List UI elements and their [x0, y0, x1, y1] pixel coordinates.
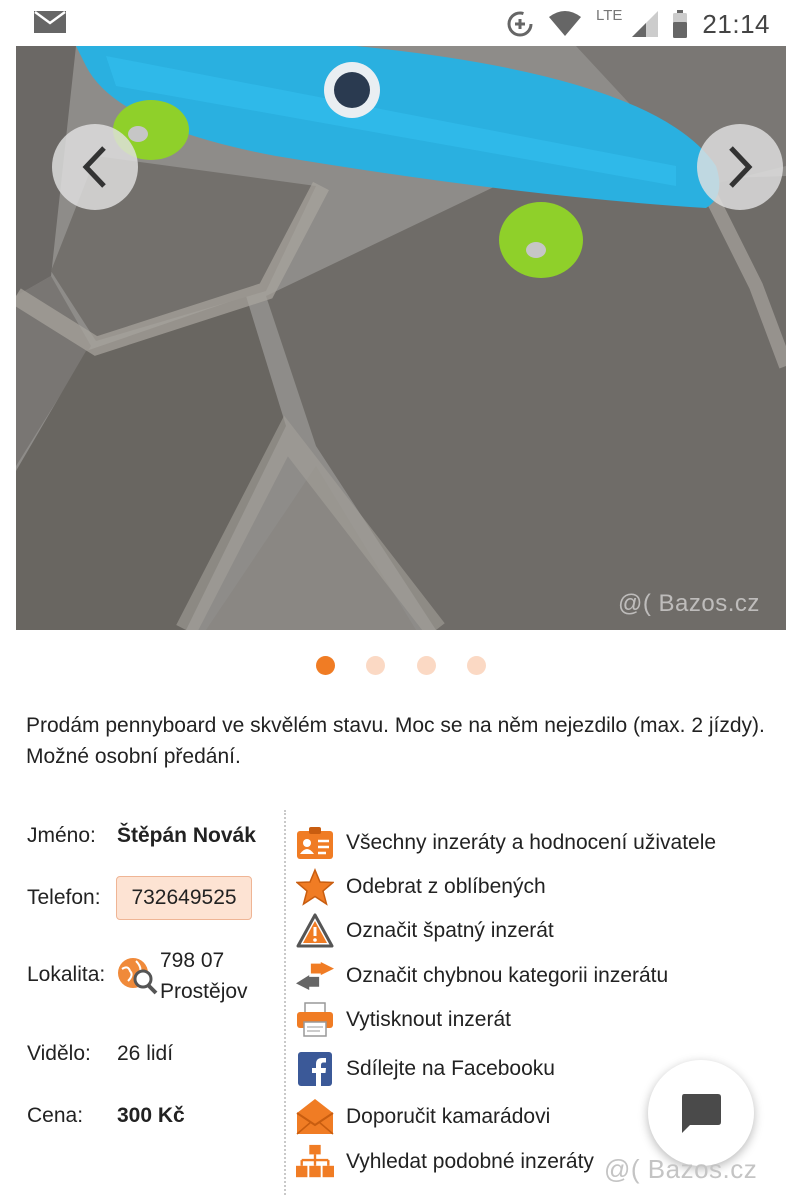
- location-search-icon[interactable]: [116, 955, 158, 995]
- sitemap-icon: [296, 1143, 334, 1181]
- action-label: Doporučit kamarádovi: [346, 1105, 551, 1128]
- chevron-left-icon: [80, 144, 110, 190]
- swap-arrows-icon: [296, 957, 334, 995]
- star-icon: [296, 868, 334, 906]
- location-label: Lokalita:: [27, 963, 106, 986]
- envelope-icon: [296, 1098, 334, 1136]
- remove-favorite-link[interactable]: [296, 867, 546, 907]
- user-card-icon: [296, 824, 334, 862]
- report-wrong-category-link[interactable]: [296, 956, 668, 996]
- facebook-icon: [296, 1050, 334, 1088]
- listing-photo[interactable]: [16, 46, 786, 630]
- action-label: Vytisknout inzerát: [346, 1008, 511, 1031]
- similar-listings-link[interactable]: [296, 1142, 594, 1182]
- action-label: Označit chybnou kategorii inzerátu: [346, 964, 669, 987]
- data-saver-icon: [506, 10, 534, 38]
- phone-label: Telefon:: [27, 886, 101, 909]
- previous-image-button[interactable]: [52, 124, 138, 210]
- pagination-dot-1[interactable]: [316, 656, 335, 675]
- signal-icon: [630, 11, 658, 37]
- mail-notification-icon: [34, 11, 66, 33]
- pagination-dot-3[interactable]: [417, 656, 436, 675]
- action-label: Označit špatný inzerát: [346, 919, 554, 942]
- phone-number-button[interactable]: 732649525: [116, 876, 252, 920]
- warning-icon: [296, 912, 334, 950]
- price-value: 300 Kč: [117, 1104, 185, 1127]
- views-count: 26 lidí: [117, 1042, 174, 1065]
- share-facebook-link[interactable]: [296, 1049, 555, 1089]
- network-type: LTE: [596, 6, 623, 24]
- pennyboard-photo: [16, 46, 786, 630]
- location-zip: 798 07: [160, 949, 225, 972]
- clock: 21:14: [702, 8, 770, 39]
- chat-button[interactable]: [648, 1060, 754, 1166]
- chevron-right-icon: [725, 144, 755, 190]
- action-label: Všechny inzeráty a hodnocení uživatele: [346, 831, 717, 854]
- location-city: Prostějov: [160, 980, 248, 1003]
- footer-watermark: @( Bazos.cz: [604, 1154, 758, 1184]
- listing-description: Prodám pennyboard ve skvělém stavu. Moc se na něm nejezdilo (max. 2 jízdy). Možné osobní předání.: [26, 714, 765, 768]
- price-label: Cena:: [27, 1104, 84, 1127]
- photo-watermark: @( Bazos.cz: [618, 590, 760, 617]
- column-divider: [284, 810, 286, 1195]
- views-label: Vidělo:: [27, 1042, 91, 1065]
- name-label: Jméno:: [27, 824, 96, 847]
- status-bar: [0, 0, 800, 48]
- all-user-listings-link[interactable]: [296, 823, 716, 863]
- battery-icon: [672, 10, 688, 38]
- pagination-dot-2[interactable]: [366, 656, 385, 675]
- report-listing-link[interactable]: [296, 911, 554, 951]
- print-listing-link[interactable]: [296, 1000, 511, 1040]
- seller-name: Štěpán Novák: [117, 824, 256, 847]
- action-label: Vyhledat podobné inzeráty: [346, 1150, 594, 1173]
- chat-bubble-icon: [680, 1092, 722, 1134]
- recommend-friend-link[interactable]: [296, 1097, 550, 1137]
- next-image-button[interactable]: [697, 124, 783, 210]
- pagination-dot-4[interactable]: [467, 656, 486, 675]
- action-label: Sdílejte na Facebooku: [346, 1057, 555, 1080]
- action-label: Odebrat z oblíbených: [346, 875, 546, 898]
- printer-icon: [296, 1001, 334, 1039]
- gallery-pagination: [0, 656, 800, 676]
- wifi-icon: [548, 11, 582, 37]
